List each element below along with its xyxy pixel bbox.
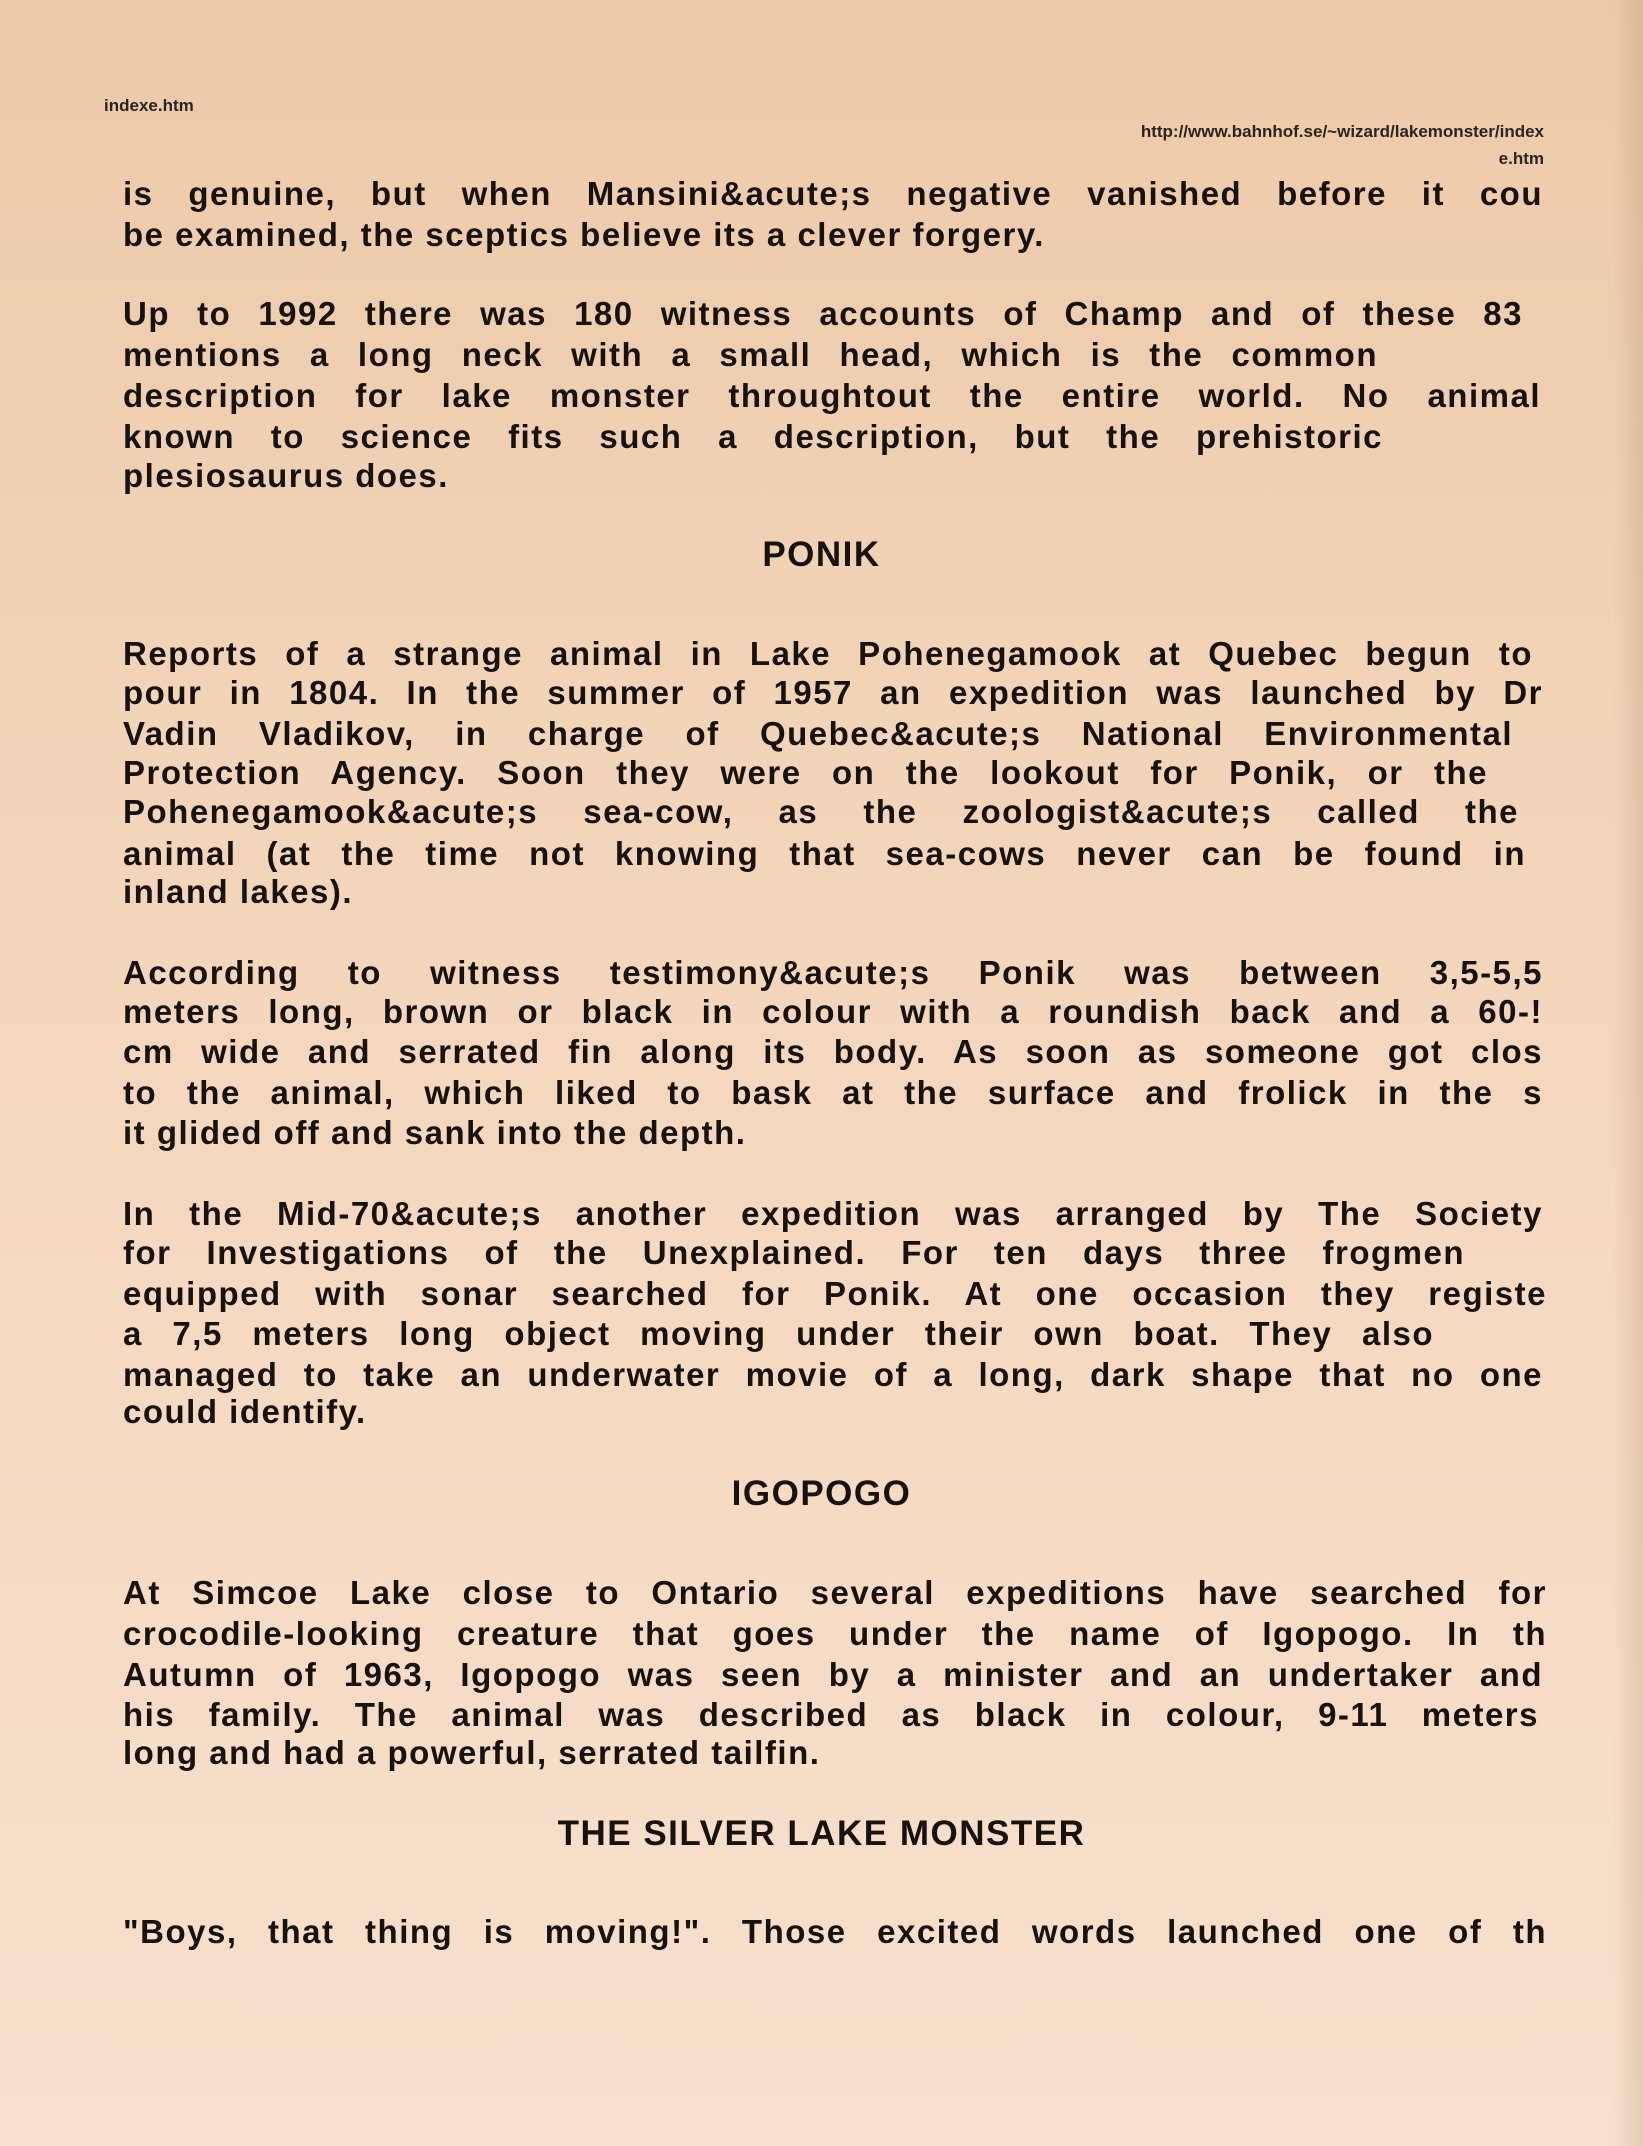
text-line: plesiosaurus does.: [123, 457, 449, 494]
text-line: to the animal, which liked to bask at the surface and frolick in the s: [123, 1074, 1543, 1111]
heading-silver-lake-monster: THE SILVER LAKE MONSTER: [557, 1814, 1086, 1853]
text-line: his family. The animal was described as black in colour, 9-11 meters: [123, 1696, 1539, 1733]
text-line: "Boys, that thing is moving!". Those excited words launched one of th: [123, 1913, 1547, 1950]
text-line: Pohenegamook&acute;s sea-cow, as the zoologist&acute;s called the: [123, 793, 1519, 830]
text-line: animal (at the time not knowing that sea-cows never can be found in: [123, 835, 1526, 872]
text-line: it glided off and sank into the depth.: [123, 1114, 747, 1151]
text-line: Reports of a strange animal in Lake Pohenegamook at Quebec begun to: [123, 635, 1533, 672]
text-line: Up to 1992 there was 180 witness accounts of Champ and of these 83: [123, 295, 1523, 332]
text-line: inland lakes).: [123, 873, 354, 910]
page-header-url-continued: e.htm: [1498, 149, 1544, 168]
heading-igopogo: IGOPOGO: [731, 1474, 912, 1513]
text-line: a 7,5 meters long object moving under their own boat. They also: [123, 1315, 1434, 1352]
text-line: meters long, brown or black in colour with a roundish back and a 60-!: [123, 993, 1543, 1030]
text-line: According to witness testimony&acute;s Ponik was between 3,5-5,5: [123, 954, 1543, 991]
text-line: could identify.: [123, 1393, 367, 1430]
page-edge-shadow: [1613, 0, 1643, 2146]
text-line: Vadin Vladikov, in charge of Quebec&acute;s National Environmental: [123, 715, 1513, 752]
text-line: equipped with sonar searched for Ponik. At one occasion they registe: [123, 1275, 1547, 1312]
text-line: long and had a powerful, serrated tailfin.: [123, 1734, 821, 1771]
text-line: cm wide and serrated fin along its body. As soon as someone got clos: [123, 1033, 1543, 1070]
text-line: known to science fits such a description, but the prehistoric: [123, 418, 1383, 455]
text-line: for Investigations of the Unexplained. For ten days three frogmen: [123, 1234, 1465, 1271]
page-header-filename: indexe.htm: [104, 96, 194, 115]
text-line: At Simcoe Lake close to Ontario several expeditions have searched for: [123, 1574, 1547, 1611]
text-line: Autumn of 1963, Igopogo was seen by a minister and an undertaker and: [123, 1656, 1543, 1693]
text-line: mentions a long neck with a small head, which is the common: [123, 336, 1378, 373]
text-line: Protection Agency. Soon they were on the lookout for Ponik, or the: [123, 754, 1488, 791]
text-line: description for lake monster throughtout the entire world. No animal: [123, 377, 1541, 414]
text-line: managed to take an underwater movie of a long, dark shape that no one: [123, 1356, 1543, 1393]
page-header-url: http://www.bahnhof.se/~wizard/lakemonster/index: [1140, 122, 1544, 141]
text-line: In the Mid-70&acute;s another expedition was arranged by The Society: [123, 1195, 1543, 1232]
text-line: crocodile-looking creature that goes under the name of Igopogo. In th: [123, 1615, 1547, 1652]
heading-ponik: PONIK: [762, 535, 881, 574]
text-line: is genuine, but when Mansini&acute;s negative vanished before it cou: [123, 175, 1543, 212]
text-line: pour in 1804. In the summer of 1957 an expedition was launched by Dr: [123, 674, 1543, 711]
text-line: be examined, the sceptics believe its a clever forgery.: [123, 216, 1045, 253]
